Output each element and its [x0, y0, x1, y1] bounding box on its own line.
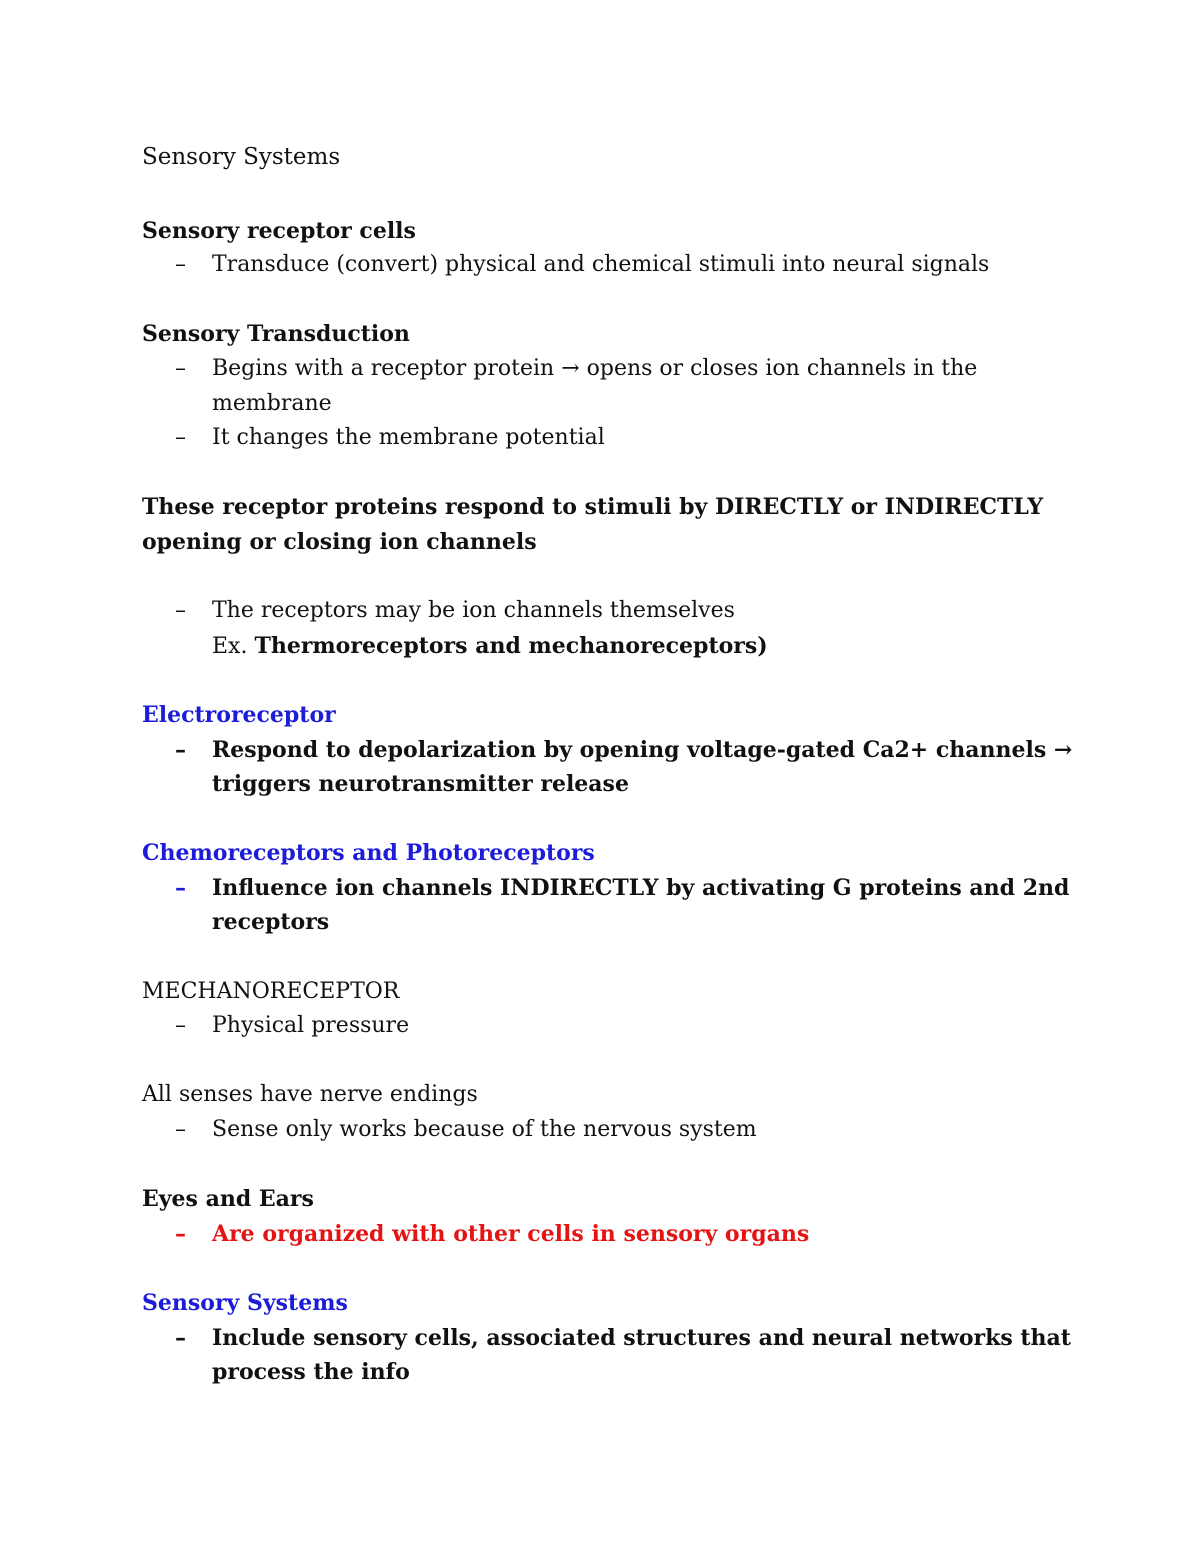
heading-receptor-cells: Sensory receptor cells: [142, 217, 416, 244]
example-prefix: Ex.: [212, 633, 255, 659]
list-item: – Are organized with other cells in sensory organs: [142, 1217, 1042, 1252]
bullet-dash: –: [175, 355, 186, 381]
document-title: Sensory Systems: [142, 144, 341, 170]
list-item: – Transduce (convert) physical and chemical stimuli into neural signals: [142, 248, 1042, 283]
bullet-dash: –: [175, 252, 186, 278]
bullet-dash: –: [175, 1013, 186, 1039]
list-item-continuation: process the info: [212, 1359, 410, 1386]
bullet-dash: –: [175, 1117, 186, 1143]
list-item-continuation: triggers neurotransmitter release: [212, 771, 629, 798]
heading-nerve-endings: All senses have nerve endings: [142, 1082, 478, 1108]
bullet-dash: –: [175, 1324, 186, 1351]
heading-electroreceptor: Electroreceptor: [142, 701, 336, 728]
list-item: – Include sensory cells, associated structures and neural networks that: [142, 1321, 1042, 1356]
example-text: Thermoreceptors and mechanoreceptors): [254, 632, 768, 659]
list-item: – Begins with a receptor protein → opens or closes ion channels in the: [142, 352, 1042, 387]
list-item-continuation: membrane: [212, 390, 332, 416]
heading-chemo-photo: Chemoreceptors and Photoreceptors: [142, 840, 595, 867]
heading-transduction: Sensory Transduction: [142, 321, 410, 348]
heading-eyes-ears: Eyes and Ears: [142, 1186, 314, 1213]
list-item: – The receptors may be ion channels themselves: [142, 594, 1042, 629]
list-item: – Respond to depolarization by opening voltage-gated Ca2+ channels →: [142, 733, 1042, 768]
bullet-dash: –: [175, 598, 186, 624]
example-line: [142, 629, 1042, 664]
list-item: – Influence ion channels INDIRECTLY by activating G proteins and 2nd: [142, 871, 1042, 906]
bullet-dash: –: [175, 425, 186, 451]
bullet-dash: –: [175, 1220, 186, 1247]
bullet-dash: –: [175, 736, 186, 763]
list-item: – Physical pressure: [142, 1009, 1042, 1044]
document-page: [142, 140, 1073, 1390]
paragraph-receptor-proteins-line2: opening or closing ion channels: [142, 528, 537, 555]
list-item-continuation: receptors: [212, 909, 330, 936]
heading-mechanoreceptor: MECHANORECEPTOR: [142, 978, 400, 1004]
paragraph-receptor-proteins-line1: These receptor proteins respond to stimuli by DIRECTLY or INDIRECTLY: [142, 494, 1044, 521]
list-item: – It changes the membrane potential: [142, 421, 1042, 456]
heading-sensory-systems: Sensory Systems: [142, 1290, 348, 1316]
bullet-dash: –: [175, 874, 186, 901]
list-item: – Sense only works because of the nervous system: [142, 1113, 1042, 1148]
